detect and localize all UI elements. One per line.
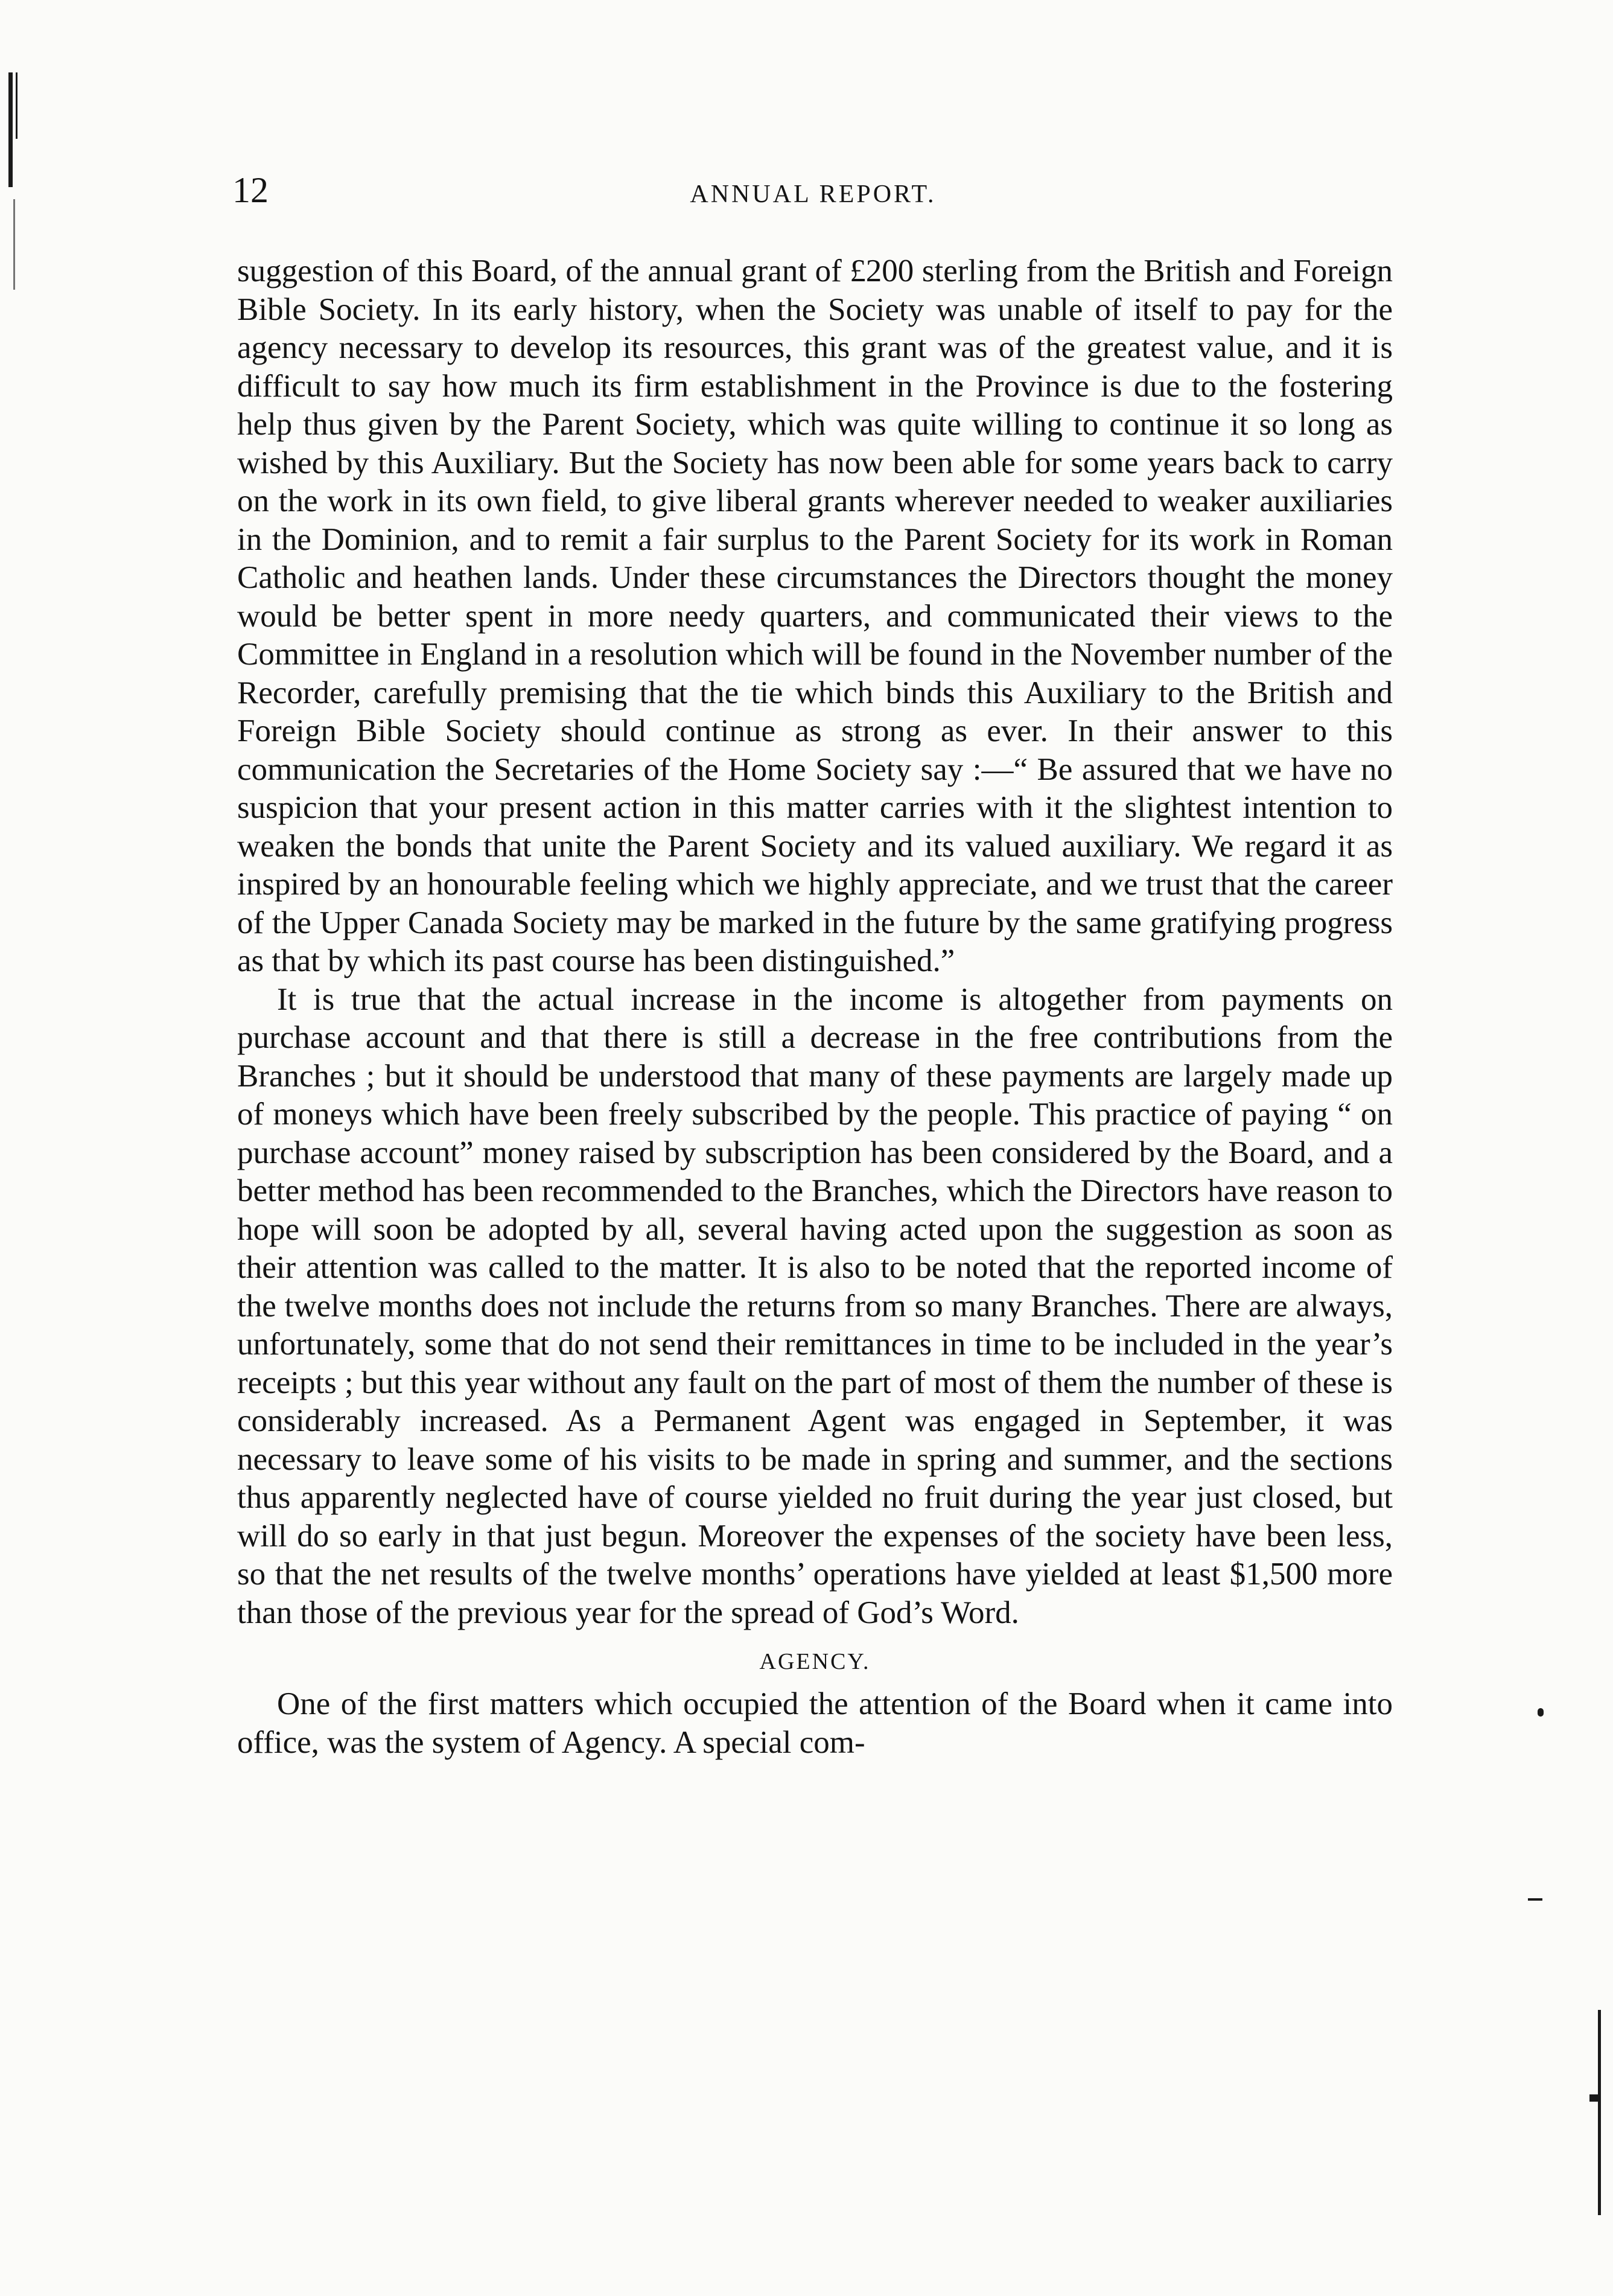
scan-edge-mark-right: [1598, 2010, 1601, 2215]
running-head: [232, 169, 1394, 217]
running-title: ANNUAL REPORT.: [690, 180, 937, 208]
body-text: [237, 252, 1393, 1762]
scan-edge-mark-left-thin: [16, 72, 17, 139]
scan-dash: [1528, 1898, 1542, 1901]
scan-edge-mark-left-lower: [13, 199, 15, 290]
scan-dot: [1538, 1708, 1544, 1717]
section-heading-agency: AGENCY.: [759, 1649, 871, 1674]
paragraph-income: It is true that the actual increase in the income is altogether from payments on purchase account and that there is still a decrease in the free contributions from the Branches ; but it should be understood that many of these payments are largely made up of moneys which have been freely subscribed by the people. This practice of paying “ on purchase account” money raised by subscription has been considered by the Board, and a better method has been recommended to the Branches, which the Directors have reason to hope will soon be adopted by all, several having acted upon the suggestion as soon as their attention was called to the matter. It is also to be noted that the reported income of the twelve months does not include the returns from so many Branches. There are always, unfortunately, some that do not send their remittances in time to be included in the year’s receipts ; but this year without any fault on the part of most of them the number of these is considerably increased. As a Permanent Agent was engaged in September, it was necessary to leave some of his visits to be made in spring and summer, and the sections thus apparently neglected have of course yielded no fruit during the year just closed, but will do so early in that just begun. Moreover the expenses of the society have been less, so that the net results of the twelve months’ operations have yielded at least $1,500 more than those of the previous year for the spread of God’s Word.: [237, 981, 1393, 1630]
paragraph-agency: One of the first matters which occupied the attention of the Board when it came into office, was the system of Agency. A special com-: [237, 1686, 1393, 1760]
scan-edge-notch-right: [1589, 2094, 1599, 2102]
page-number: 12: [232, 170, 269, 210]
paragraph-grant: suggestion of this Board, of the annual grant of £200 sterling from the British and Foreign Bible Society. In its early history, when the Society was unable of itself to pay for the agency necessary to develop its resources, this grant was of the greatest value, and it is difficult to say how much its firm establishment in the Province is due to the fostering help thus given by the Parent Society, which was quite willing to continue it so long as wished by this Auxiliary. But the Society has now been able for some years back to carry on the work in its own field, to give liberal grants wherever needed to weaker auxiliaries in the Dominion, and to remit a fair surplus to the Parent Society for its work in Roman Catholic and heathen lands. Under these circumstances the Directors thought the money would be better spent in more needy quarters, and communicated their views to the Committee in England in a resolution which will be found in the November number of the Recorder, carefully premising that the tie which binds this Auxiliary to the British and Foreign Bible Society should continue as strong as ever. In their answer to this communication the Secretaries of the Home Society say :—“ Be assured that we have no suspicion that your present action in this matter carries with it the slightest intention to weaken the bonds that unite the Parent Society and its valued auxiliary. We regard it as inspired by an honourable feeling which we highly appreciate, and we trust that the career of the Upper Canada Society may be marked in the future by the same gratifying progress as that by which its past course has been distinguished.”: [237, 254, 1393, 978]
scan-edge-mark-left: [8, 72, 13, 187]
